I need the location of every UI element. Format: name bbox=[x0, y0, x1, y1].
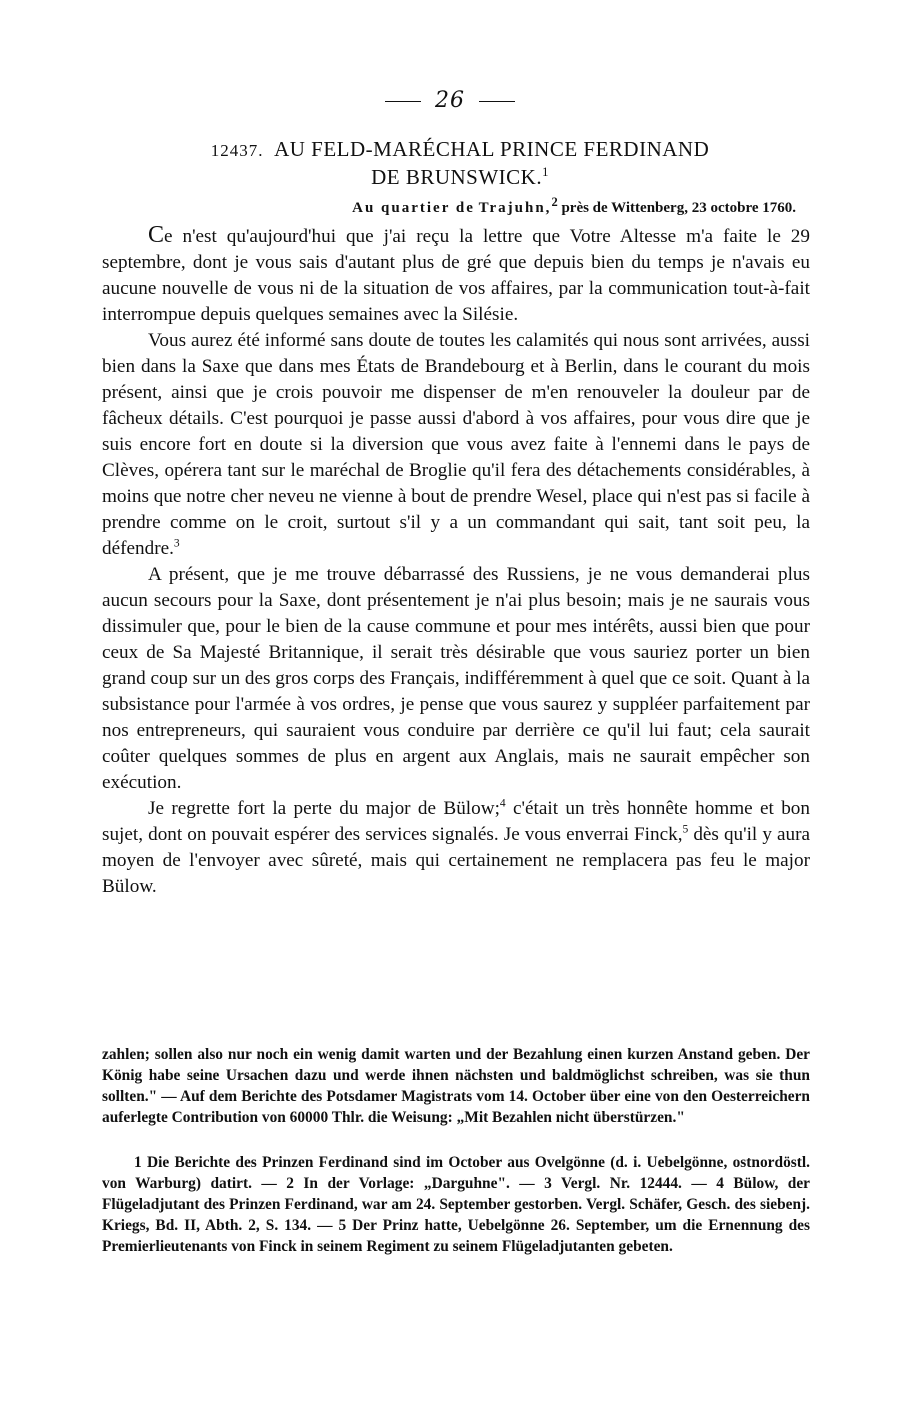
paragraph-3: A présent, que je me trouve débarrassé des Russiens, je ne vous demanderai plus aucun secours pour la Saxe, dont présentement je n'ai plus besoin; mais je ne saurais vous dissimuler que, pour le bien de la cause commune et pour mes intérêts, aussi bien que pour ceux de Sa Majesté Britannique, il serait très désirable que vous sauriez porter un bien grand coup sur un des gros corps des Français, indifféremment à quel que ce soit. Quant à la subsistance pour l'armée à vos ordres, je pense que vous saurez y suppléer parfaitement par nos entrepreneurs, qui sauraient vous conduire par derrière ce qu'il lui faut; cela saurait coûter quelques sommes de plus en argent aux Anglais, mais ne saurait empêcher son exécution. bbox=[102, 564, 810, 793]
footnote-continuation bbox=[102, 1044, 810, 1128]
place-footnote-ref: 2 bbox=[551, 195, 558, 209]
letter-number: 12437. bbox=[210, 141, 264, 160]
place-prefix: Au quartier de bbox=[352, 200, 475, 216]
letter-body bbox=[102, 222, 810, 900]
place-name: Trajuhn, bbox=[478, 200, 552, 216]
letter-title bbox=[140, 136, 780, 190]
page-number-dash-right bbox=[479, 101, 515, 102]
paragraph-2 bbox=[102, 328, 810, 562]
footnote-ref-3: 3 bbox=[173, 537, 180, 550]
paragraph-4 bbox=[102, 796, 810, 900]
page-number-value: 26 bbox=[435, 88, 465, 113]
footnote-ref-5: 5 bbox=[682, 823, 689, 836]
place-date-line bbox=[352, 195, 796, 217]
footnote-ref-4: 4 bbox=[499, 797, 506, 810]
footnotes-text: 1 Die Berichte des Prinzen Ferdinand sind im October aus Ovelgönne (d. i. Uebelgönne, ostnordöstl. von Warburg) datirt. — 2 In der Vorlage: „Darguhne". — 3 Vergl. Nr. 12444. — 4 Bülow, der Flügeladjutant des Prinzen Ferdinand, war am 24. September gestorben. Vergl. Schäfer, Gesch. des siebenj. Kriegs, Bd. II, Abth. 2, S. 134. — 5 Der Prinz hatte, Uebelgönne 26. September, um die Ernennung des Premierlieutenants von Finck in seinem Regiment zu seinem Flügeladjutanten gebeten. bbox=[102, 1154, 810, 1255]
footnotes bbox=[102, 1152, 810, 1257]
page-number bbox=[0, 88, 900, 113]
letter-title-line1: AU FELD-MARÉCHAL PRINCE FERDINAND bbox=[274, 137, 710, 161]
paragraph-1: Ce n'est qu'aujourd'hui que j'ai reçu la lettre que Votre Altesse m'a faite le 29 septembre, dont je vous sais d'autant plus de gré que depuis bien du temps je n'avais eu aucune nouvelle de vous ni de la situation de vos affaires, par la communication tout-à-fait interrompue depuis quelques semaines avec la Silésie. bbox=[102, 222, 810, 325]
paragraph-4-text-a: Je regrette fort la perte du major de Bülow; bbox=[148, 798, 500, 819]
letter-title-line2: DE BRUNSWICK. bbox=[371, 165, 543, 189]
paragraph-2-text: Vous aurez été informé sans doute de toutes les calamités qui nous sont arrivées, aussi bien dans la Saxe que dans mes États de Brandebourg et à Berlin, dans le courant du mois présent, ainsi que je crois pouvoir me dispenser de m'en renouveler la douleur par de fâcheux détails. C'est pourquoi je passe aussi d'abord à vos affaires, pour vous dire que je suis encore fort en doute si la diversion que vous avez faite à l'ennemi dans le pays de Clèves, opérera tant sur le maréchal de Broglie qu'il fera des détachements considérables, à moins que notre cher neveu ne vienne à bout de prendre Wesel, place qui n'est pas si facile à prendre comme on le croit, surtout s'il y a un commandant qui sait, tant soit peu, la défendre. bbox=[102, 330, 810, 559]
footnote-continuation-text: zahlen; sollen also nur noch ein wenig damit warten und der Bezahlung einen kurzen Anstand geben. Der König habe seine Ursachen dazu und werde ihnen nächsten und baldmöglichst schreiben, was sie thun sollten." — Auf dem Berichte des Potsdamer Magistrats vom 14. October über eine von den Oesterreichern auferlegte Contribution von 60000 Thlr. die Weisung: „Mit Bezahlen nicht überstürzen." bbox=[102, 1046, 810, 1126]
place-suffix: près de Wittenberg, 23 octobre 1760. bbox=[561, 200, 796, 216]
paragraph-4-text-b: c'était un très honnête homme et bon sujet, dont on pouvait espérer des services signalés. Je vous enverrai Finck, bbox=[102, 798, 810, 845]
title-footnote-ref: 1 bbox=[542, 165, 549, 179]
paragraph-4-text-c: dès qu'il y aura moyen de l'envoyer avec sûreté, mais qui certainement ne remplacera pas feu le major Bülow. bbox=[102, 824, 810, 897]
page-number-dash-left bbox=[385, 101, 421, 102]
